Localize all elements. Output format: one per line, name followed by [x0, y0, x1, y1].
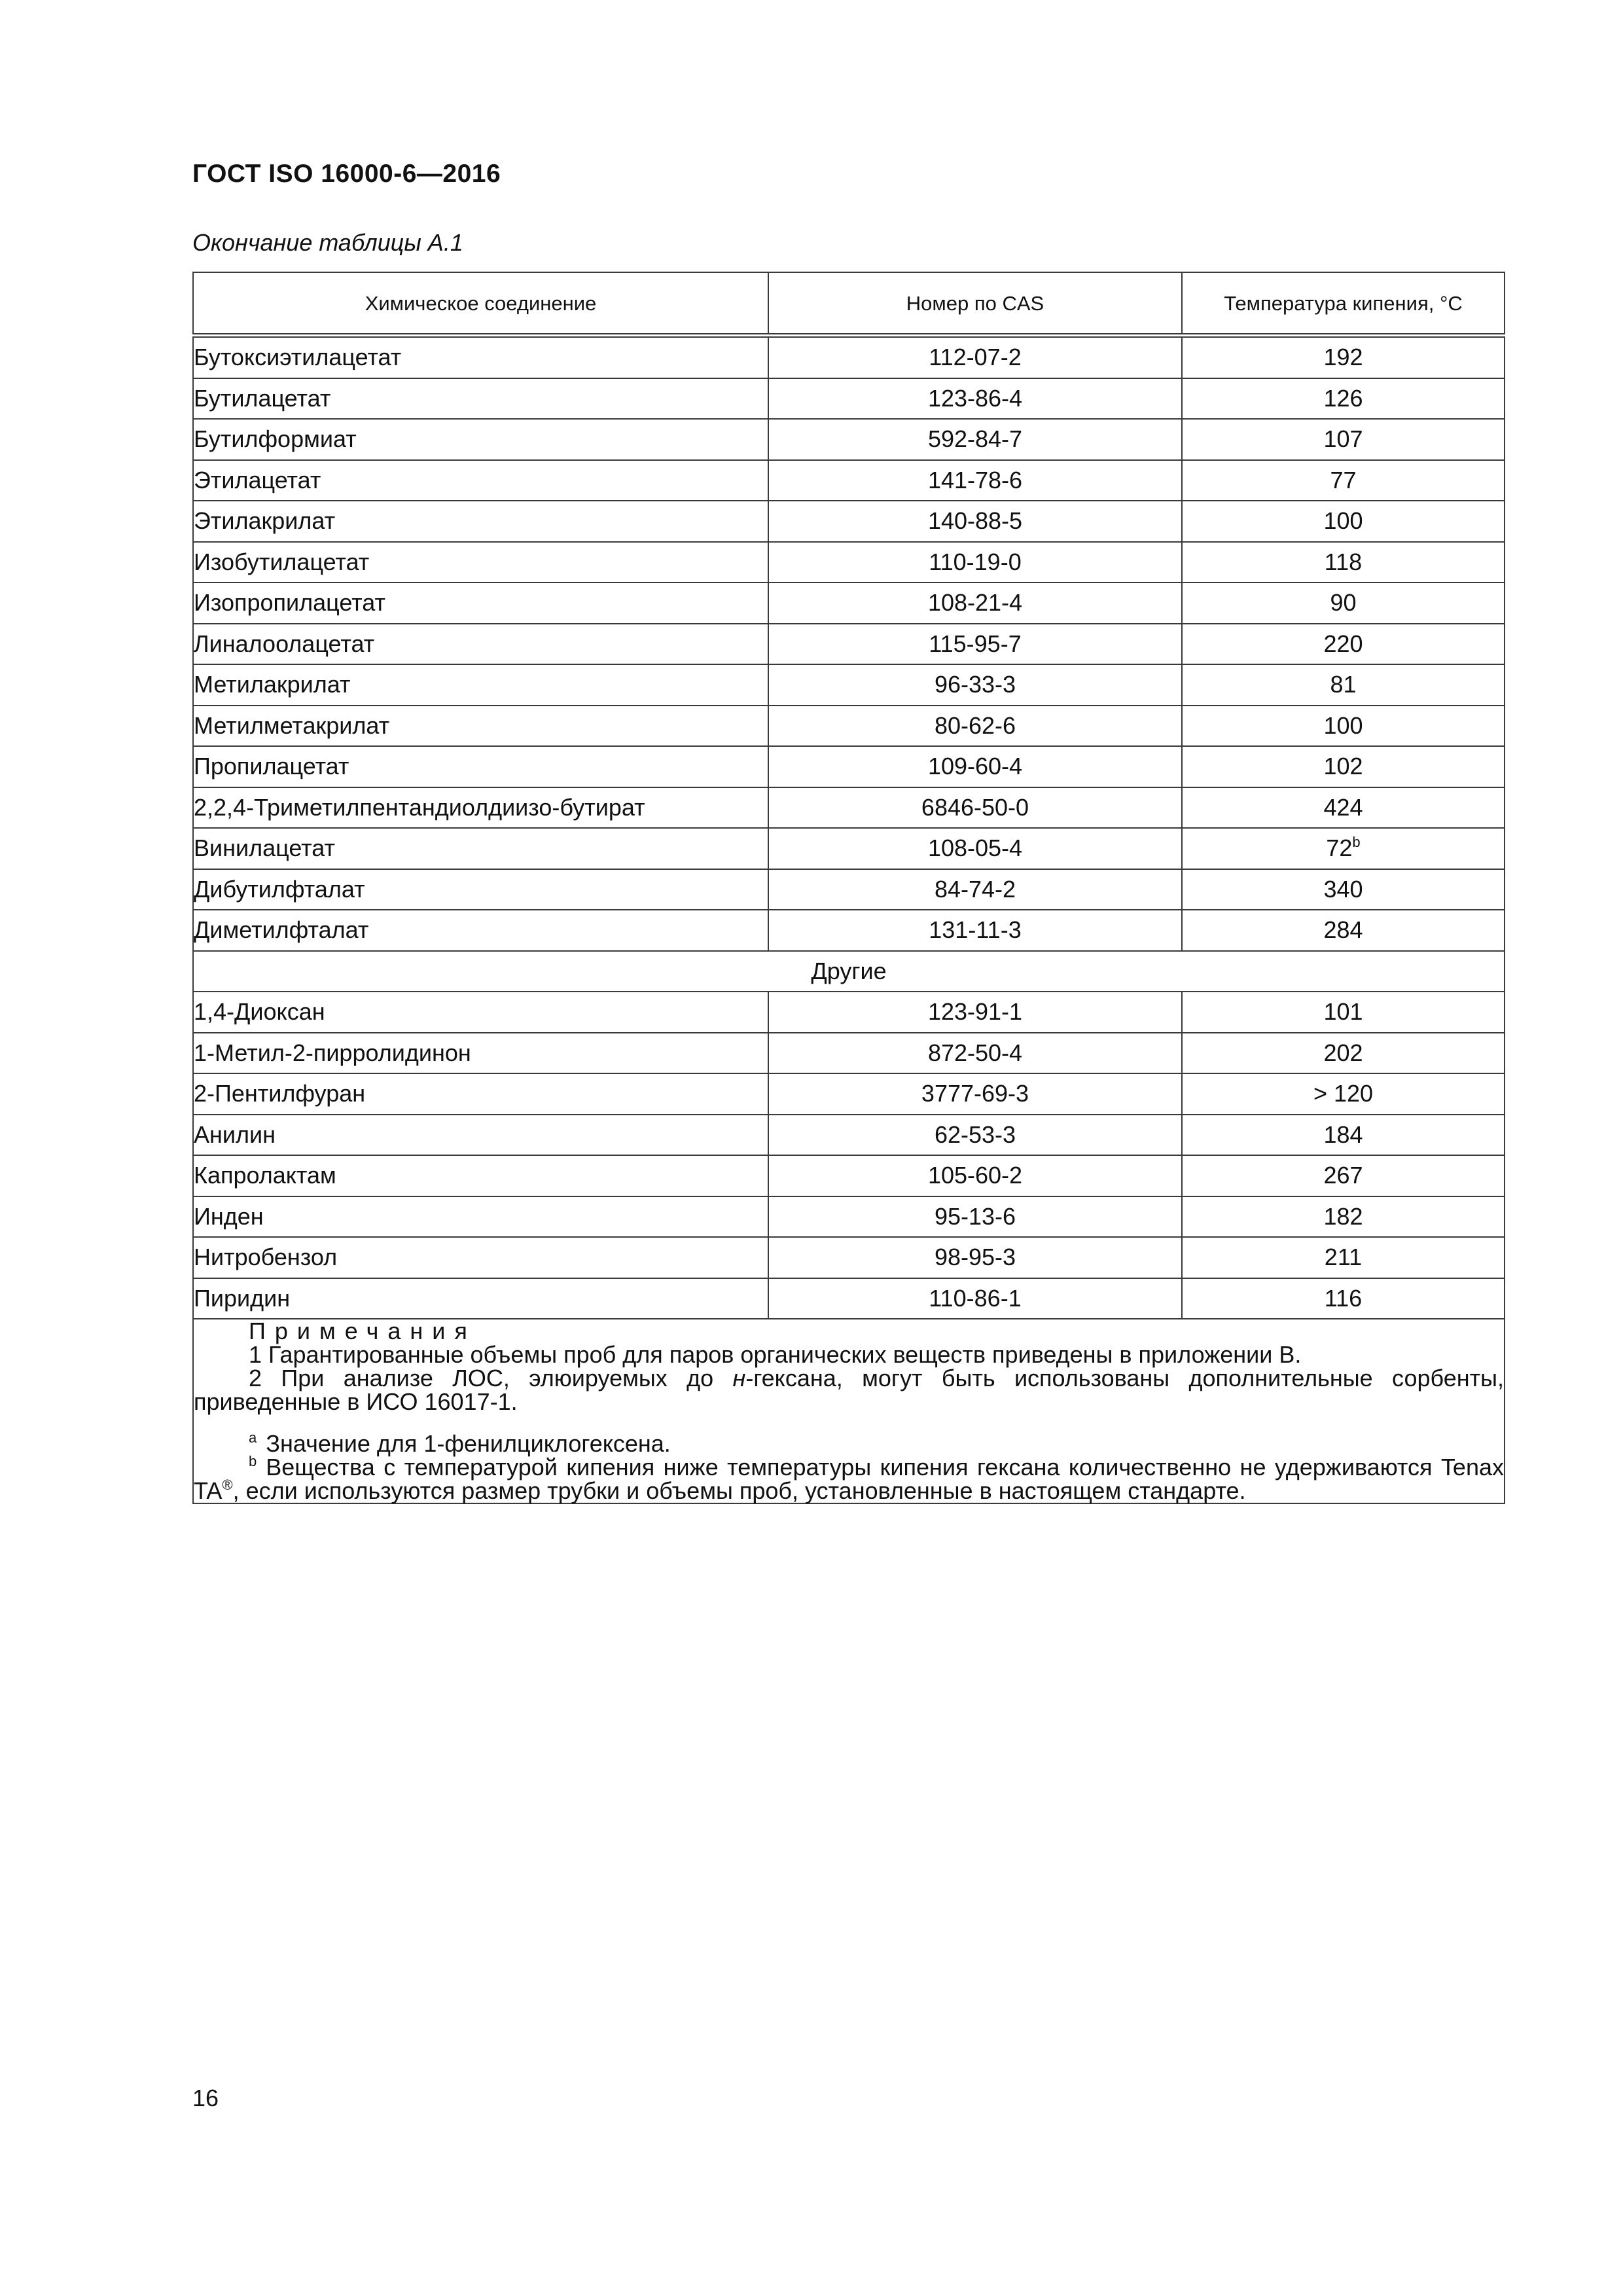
boiling-point: 118 [1324, 548, 1363, 575]
boiling-point-cell [1182, 828, 1505, 869]
boiling-point: 220 [1323, 630, 1363, 657]
cas-number: 141-78-6 [768, 460, 1182, 501]
boiling-point: 340 [1323, 875, 1363, 903]
boiling-point-cell [1182, 706, 1505, 747]
table-row [193, 583, 1505, 624]
note-1: 1 Гарантированные объемы проб для паров органических веществ приведены в приложении В. [249, 1341, 1302, 1368]
notes-cell [193, 1319, 1505, 1503]
table-row [193, 1196, 1505, 1238]
compound-name: Бутилацетат [193, 378, 768, 420]
boiling-point: 184 [1182, 1115, 1505, 1156]
notes-title: Примечания [249, 1318, 476, 1344]
boiling-point-cell [1182, 664, 1505, 706]
table-row [193, 624, 1505, 665]
boiling-point-cell [1182, 787, 1505, 829]
table-row [193, 706, 1505, 747]
cas-number: 131-11-3 [768, 910, 1182, 951]
cas-number: 108-21-4 [768, 583, 1182, 624]
boiling-point: 202 [1182, 1033, 1505, 1074]
table-header-row [193, 272, 1505, 336]
cas-number: 84-74-2 [768, 869, 1182, 910]
cas-number: 592-84-7 [768, 419, 1182, 460]
cas-number: 115-95-7 [768, 624, 1182, 665]
compound-name: Изобутилацетат [193, 542, 768, 583]
note-2 [194, 1367, 1504, 1414]
compound-name: 2,2,4-Триметилпентандиолдиизо-бутират [193, 787, 768, 829]
compound-name: Изопропилацетат [193, 583, 768, 624]
note-2-italic: н [732, 1365, 746, 1391]
cas-number: 6846-50-0 [768, 787, 1182, 829]
compound-name: Бутилформиат [193, 419, 768, 460]
boiling-point-cell [1182, 869, 1505, 910]
table-caption: Окончание таблицы А.1 [192, 229, 463, 256]
boiling-point-cell [1182, 501, 1505, 542]
boiling-point: 81 [1330, 671, 1357, 698]
boiling-point-cell [1182, 583, 1505, 624]
document-header: ГОСТ ISO 16000-6—2016 [192, 160, 501, 188]
boiling-point: 424 [1323, 793, 1363, 821]
table-row [193, 1073, 1505, 1115]
compound-name: Капролактам [193, 1155, 768, 1196]
table-row [193, 910, 1505, 951]
table-row [193, 419, 1505, 460]
table-row [193, 1155, 1505, 1196]
cas-number: 62-53-3 [768, 1115, 1182, 1156]
boiling-point: 100 [1323, 507, 1363, 535]
footnote-b-text-end: , если используются размер трубки и объемы проб, установленные в настоящем стандарте. [232, 1477, 1246, 1504]
boiling-point: 192 [1323, 344, 1363, 371]
boiling-point-cell [1182, 378, 1505, 420]
boiling-point: 107 [1323, 425, 1363, 453]
section-heading-other: Другие [193, 951, 1505, 992]
table-row [193, 1033, 1505, 1074]
boiling-point: 72 [1326, 834, 1353, 862]
cas-number: 109-60-4 [768, 746, 1182, 787]
section-row [193, 951, 1505, 992]
cas-number: 123-91-1 [768, 992, 1182, 1033]
cas-number: 95-13-6 [768, 1196, 1182, 1238]
compound-name: Пиридин [193, 1278, 768, 1319]
compound-name: Метилакрилат [193, 664, 768, 706]
cas-number: 98-95-3 [768, 1237, 1182, 1278]
cas-number: 140-88-5 [768, 501, 1182, 542]
footnote-b-marker: b [249, 1453, 257, 1469]
compound-name: Пропилацетат [193, 746, 768, 787]
boiling-point: 211 [1182, 1237, 1505, 1278]
boiling-point-cell [1182, 624, 1505, 665]
table-container [192, 272, 1504, 1504]
boiling-point: 90 [1330, 589, 1357, 617]
compound-name: Дибутилфталат [193, 869, 768, 910]
compound-name: 2-Пентилфуран [193, 1073, 768, 1115]
table-row [193, 664, 1505, 706]
table-row [193, 746, 1505, 787]
cas-number: 112-07-2 [768, 336, 1182, 378]
boiling-point: 77 [1330, 466, 1357, 493]
boiling-point: 182 [1182, 1196, 1505, 1238]
cas-number: 3777-69-3 [768, 1073, 1182, 1115]
compound-name: Линалоолацетат [193, 624, 768, 665]
boiling-point-table [192, 272, 1505, 1504]
boiling-point: 126 [1323, 384, 1363, 412]
table-row [193, 542, 1505, 583]
compound-name: Этилакрилат [193, 501, 768, 542]
footnote-b-text-start: Вещества с температурой кипения ниже температуры кипения гексана количественно не удерживаются Tenax TA [194, 1454, 1504, 1504]
cas-number: 105-60-2 [768, 1155, 1182, 1196]
registered-mark: ® [222, 1477, 233, 1493]
column-header-compound: Химическое соединение [193, 272, 768, 336]
boiling-point: 284 [1323, 916, 1363, 944]
footnote-a-text: Значение для 1-фенилциклогексена. [266, 1430, 671, 1457]
boiling-point-cell [1182, 460, 1505, 501]
boiling-point-cell [1182, 910, 1505, 951]
compound-name: 1,4-Диоксан [193, 992, 768, 1033]
table-row [193, 828, 1505, 869]
footnote-a-marker: a [249, 1429, 257, 1446]
column-header-cas: Номер по CAS [768, 272, 1182, 336]
table-row [193, 460, 1505, 501]
note-2-text-start: 2 При анализе ЛОС, элюируемых до [249, 1365, 733, 1391]
compound-name: 1-Метил-2-пирролидинон [193, 1033, 768, 1074]
cas-number: 110-86-1 [768, 1278, 1182, 1319]
compound-name: Анилин [193, 1115, 768, 1156]
table-row [193, 992, 1505, 1033]
footnote-b [194, 1453, 1504, 1504]
footnote-marker: b [1352, 834, 1361, 851]
note-2-text-end: -гексана, могут быть использованы дополнительные сорбенты, приведенные в ИСО 16017-1. [194, 1365, 1504, 1415]
compound-name: Нитробензол [193, 1237, 768, 1278]
cas-number: 872-50-4 [768, 1033, 1182, 1074]
table-row [193, 501, 1505, 542]
boiling-point-cell [1182, 419, 1505, 460]
page-number: 16 [192, 2085, 219, 2111]
notes-spacer [194, 1414, 1504, 1432]
table-row [193, 336, 1505, 378]
compound-name: Бутоксиэтилацетат [193, 336, 768, 378]
boiling-point: > 120 [1182, 1073, 1505, 1115]
cas-number: 123-86-4 [768, 378, 1182, 420]
boiling-point-cell [1182, 542, 1505, 583]
footnote-a [194, 1429, 1504, 1457]
cas-number: 108-05-4 [768, 828, 1182, 869]
compound-name: Метилметакрилат [193, 706, 768, 747]
table-body [193, 336, 1505, 1504]
table-row [193, 378, 1505, 420]
boiling-point-cell [1182, 336, 1505, 378]
notes-row [193, 1319, 1505, 1503]
boiling-point-cell [1182, 746, 1505, 787]
table-row [193, 1278, 1505, 1319]
column-header-boiling-point: Температура кипения, °С [1182, 272, 1505, 336]
boiling-point: 102 [1323, 753, 1363, 780]
cas-number: 110-19-0 [768, 542, 1182, 583]
table-row [193, 1115, 1505, 1156]
boiling-point: 116 [1182, 1278, 1505, 1319]
cas-number: 80-62-6 [768, 706, 1182, 747]
compound-name: Винилацетат [193, 828, 768, 869]
boiling-point: 101 [1182, 992, 1505, 1033]
compound-name: Этилацетат [193, 460, 768, 501]
table-row [193, 787, 1505, 829]
boiling-point: 100 [1323, 711, 1363, 739]
table-row [193, 869, 1505, 910]
boiling-point: 267 [1182, 1155, 1505, 1196]
compound-name: Диметилфталат [193, 910, 768, 951]
table-row [193, 1237, 1505, 1278]
cas-number: 96-33-3 [768, 664, 1182, 706]
compound-name: Инден [193, 1196, 768, 1238]
